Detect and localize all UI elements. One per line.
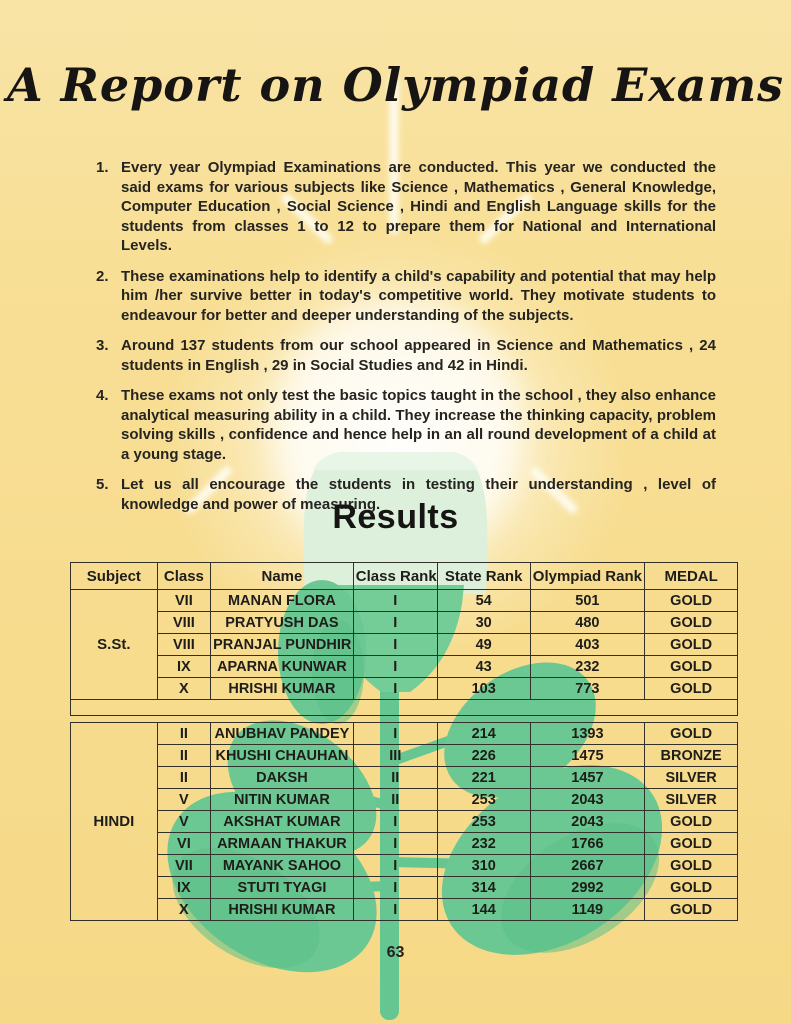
olympiad-rank-cell: 1149 [530,899,645,921]
state-rank-cell: 221 [437,767,530,789]
olympiad-rank-cell: 1457 [530,767,645,789]
table-row [71,634,738,656]
subject-cell: S.St. [71,590,158,700]
class-cell: X [157,678,210,700]
class-rank-cell: I [353,899,437,921]
class-rank-cell: I [353,634,437,656]
olympiad-rank-cell: 1393 [530,723,645,745]
results-table-hindi [70,722,738,921]
olympiad-rank-cell: 773 [530,678,645,700]
results-tables [70,562,738,921]
class-rank-cell: I [353,590,437,612]
point-text: These examinations help to identify a child's capability and potential that may help him /her survive better in today's competitive world. They motivate students to endeavour for better and deeper understanding of the subjects. [121,267,716,324]
class-cell: V [157,811,210,833]
header-olympiad-rank: Olympiad Rank [530,563,645,590]
class-cell: II [157,723,210,745]
class-rank-cell: II [353,767,437,789]
header-subject: Subject [71,563,158,590]
results-heading: Results [332,498,459,536]
name-cell: AKSHAT KUMAR [211,811,354,833]
class-cell: V [157,789,210,811]
report-point-4 [96,386,716,464]
medal-cell: GOLD [645,656,738,678]
medal-cell: GOLD [645,590,738,612]
report-point-3 [96,336,716,375]
state-rank-cell: 226 [437,745,530,767]
medal-cell: GOLD [645,855,738,877]
name-cell: PRANJAL PUNDHIR [211,634,354,656]
olympiad-rank-cell: 232 [530,656,645,678]
table-row [71,745,738,767]
name-cell: HRISHI KUMAR [211,899,354,921]
medal-cell: SILVER [645,767,738,789]
medal-cell: GOLD [645,612,738,634]
name-cell: PRATYUSH DAS [211,612,354,634]
state-rank-cell: 253 [437,789,530,811]
name-cell: KHUSHI CHAUHAN [211,745,354,767]
name-cell: ARMAAN THAKUR [211,833,354,855]
table-row [71,855,738,877]
class-cell: VIII [157,634,210,656]
name-cell: HRISHI KUMAR [211,678,354,700]
class-cell: VI [157,833,210,855]
class-cell: II [157,745,210,767]
class-rank-cell: II [353,789,437,811]
olympiad-rank-cell: 2992 [530,877,645,899]
class-rank-cell: I [353,833,437,855]
medal-cell: SILVER [645,789,738,811]
header-class-rank: Class Rank [353,563,437,590]
olympiad-rank-cell: 480 [530,612,645,634]
class-rank-cell: III [353,745,437,767]
state-rank-cell: 49 [437,634,530,656]
table-header-row [71,563,738,590]
table-row [71,678,738,700]
olympiad-rank-cell: 2043 [530,789,645,811]
class-cell: II [157,767,210,789]
table-row [71,767,738,789]
table-row [71,612,738,634]
medal-cell: GOLD [645,877,738,899]
medal-cell: GOLD [645,634,738,656]
header-medal: MEDAL [645,563,738,590]
state-rank-cell: 253 [437,811,530,833]
medal-cell: GOLD [645,723,738,745]
olympiad-rank-cell: 1475 [530,745,645,767]
page-title: A Report on Olympiad Exams [6,58,785,112]
medal-cell: BRONZE [645,745,738,767]
olympiad-rank-cell: 2043 [530,811,645,833]
class-rank-cell: I [353,877,437,899]
class-cell: VIII [157,612,210,634]
name-cell: NITIN KUMAR [211,789,354,811]
medal-cell: GOLD [645,678,738,700]
point-text: These exams not only test the basic topics taught in the school , they also enhance analytical measuring ability in a child. They increase the thinking capacity, problem solving skills , confidence and hence help in an all round development of a child at a young stage. [121,387,716,463]
table-row [71,590,738,612]
report-points [96,158,716,525]
class-rank-cell: I [353,612,437,634]
header-class: Class [157,563,210,590]
point-number: 1. [96,159,109,176]
point-text: Let us all encourage the students in testing their understanding , level of knowledge and power of measuring. [121,476,716,513]
table-row [71,899,738,921]
spacer-row [71,700,738,716]
state-rank-cell: 103 [437,678,530,700]
table-row [71,656,738,678]
table-row [71,833,738,855]
class-cell: IX [157,656,210,678]
header-name: Name [211,563,354,590]
class-rank-cell: I [353,678,437,700]
class-rank-cell: I [353,656,437,678]
class-cell: VII [157,590,210,612]
class-rank-cell: I [353,855,437,877]
olympiad-rank-cell: 2667 [530,855,645,877]
point-number: 4. [96,387,109,404]
table-row [71,789,738,811]
table-row [71,877,738,899]
state-rank-cell: 314 [437,877,530,899]
state-rank-cell: 310 [437,855,530,877]
class-cell: VII [157,855,210,877]
class-cell: IX [157,877,210,899]
state-rank-cell: 144 [437,899,530,921]
name-cell: APARNA KUNWAR [211,656,354,678]
state-rank-cell: 43 [437,656,530,678]
table-row [71,723,738,745]
state-rank-cell: 232 [437,833,530,855]
state-rank-cell: 54 [437,590,530,612]
name-cell: STUTI TYAGI [211,877,354,899]
name-cell: MANAN FLORA [211,590,354,612]
class-cell: X [157,899,210,921]
results-table-sst [70,562,738,716]
report-point-1 [96,158,716,256]
report-point-2 [96,267,716,326]
point-number: 2. [96,267,109,285]
class-rank-cell: I [353,811,437,833]
olympiad-rank-cell: 501 [530,590,645,612]
point-text: Every year Olympiad Examinations are conducted. This year we conducted the said exams for various subjects like Science , Mathematics , General Knowledge, Computer Education , Social Science , Hindi and English Language skills for the students from classes 1 to 12 to prepare them for National and International Levels. [121,159,716,254]
page-number: 63 [386,944,405,961]
header-state-rank: State Rank [437,563,530,590]
state-rank-cell: 214 [437,723,530,745]
table-row [71,811,738,833]
state-rank-cell: 30 [437,612,530,634]
medal-cell: GOLD [645,833,738,855]
olympiad-rank-cell: 403 [530,634,645,656]
olympiad-rank-cell: 1766 [530,833,645,855]
name-cell: DAKSH [211,767,354,789]
name-cell: MAYANK SAHOO [211,855,354,877]
spacer-cell [71,700,738,716]
medal-cell: GOLD [645,899,738,921]
point-number: 5. [96,476,109,493]
medal-cell: GOLD [645,811,738,833]
class-rank-cell: I [353,723,437,745]
point-number: 3. [96,337,109,354]
subject-cell: HINDI [71,723,158,921]
name-cell: ANUBHAV PANDEY [211,723,354,745]
point-text: Around 137 students from our school appeared in Science and Mathematics , 24 students in English , 29 in Social Studies and 42 in Hindi. [121,337,716,374]
